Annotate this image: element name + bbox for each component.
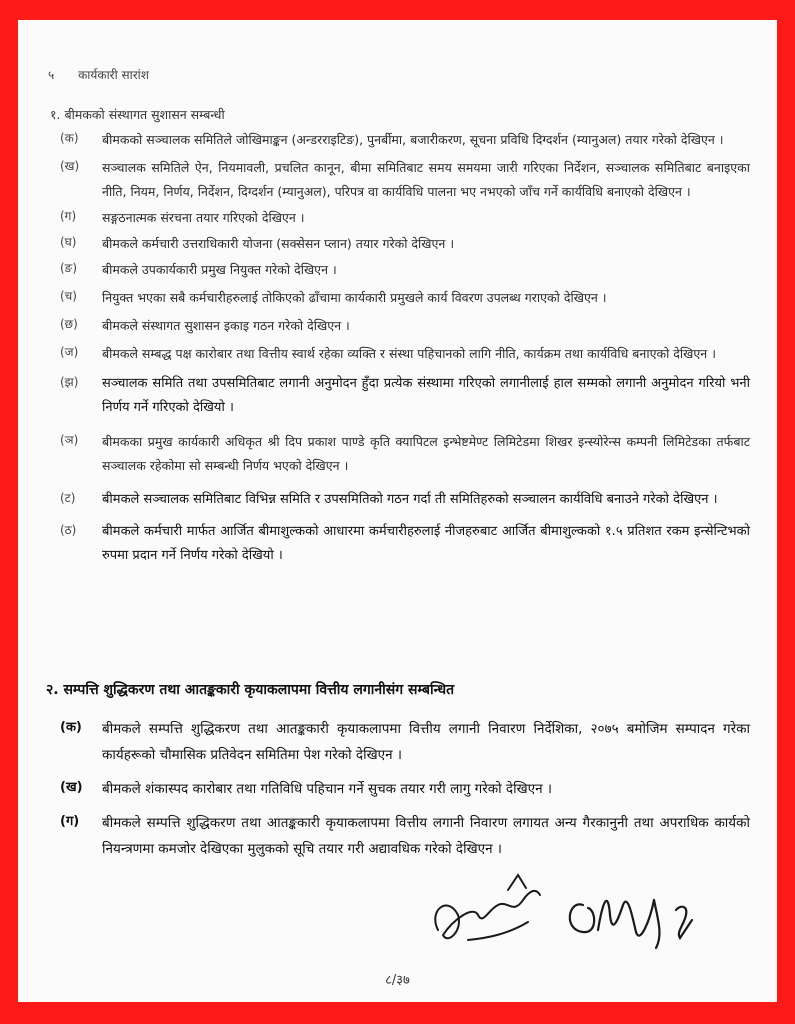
- list-item: [60, 156, 750, 204]
- item-text: बीमकले सम्पत्ति शुद्धिकरण तथा आतङ्ककारी कृयाकलापमा वित्तीय लगानी निवारण निर्देशिका, २०७५ बमोजिम सम्पादन गरेका कार्यहरूको चौमासिक प्रतिवेदन समितिमा पेश गरेको देखिएन ।: [102, 721, 750, 763]
- item-text: बीमकले सम्बद्ध पक्ष कारोबार तथा वित्तीय स्वार्थ रहेका व्यक्ति र संस्था पहिचानको लागि नीति, कार्यक्रम तथा कार्यविधि बनाएको देखिएन ।: [102, 346, 716, 361]
- item-text: बीमकले कर्मचारी मार्फत आर्जित बीमाशुल्कको आधारमा कर्मचारीहरुलाई नीजहरुबाट आर्जित बीमाशुल्कको १.५ प्रतिशत रकम इन्सेन्टिभको रुपमा प्रदान गर्ने निर्णय गरेको देखियो ।: [102, 524, 750, 563]
- item-text: नियुक्त भएका सबै कर्मचारीहरुलाई तोकिएको ढाँचामा कार्यकारी प्रमुखले कार्य विवरण उपलब्ध गराएको देखिएन ।: [102, 290, 607, 305]
- item-marker: (ख): [60, 159, 80, 173]
- item-text: बीमकको सञ्चालक समितिले जोखिमाङ्कन (अन्डरराइटिङ), पुनर्बीमा, बजारीकरण, सूचना प्रविधि दिग्दर्शन (म्यानुअल) तयार गरेको देखिएन ।: [102, 132, 724, 147]
- list-item: [60, 314, 750, 338]
- list-item: [60, 128, 750, 152]
- item-text: सङ्गठनात्मक संरचना तयार गरिएको देखिएन ।: [102, 210, 305, 225]
- section-1-list: [60, 128, 750, 568]
- list-item: [60, 372, 750, 420]
- header-title: कार्यकारी सारांश: [78, 68, 149, 82]
- item-marker: (ख): [60, 780, 83, 795]
- item-text: बीमकले शंकास्पद कारोबार तथा गतिविधि पहिचान गर्ने सुचक तयार गरी लागु गरेको देखिएन ।: [102, 781, 552, 797]
- item-marker: (क): [60, 131, 79, 145]
- item-marker: (च): [60, 289, 77, 303]
- list-item: [60, 810, 750, 862]
- item-marker: (ट): [60, 491, 76, 505]
- item-text: सञ्चालक समिति तथा उपसमितिबाट लगानी अनुमोदन हुँदा प्रत्येक संस्थामा गरिएको लगानीलाई हाल सम्मको लगानी अनुमोदन गरियो भनी निर्णय गर्ने गरिएको देखियो ।: [102, 376, 750, 415]
- document-page: [18, 20, 777, 1002]
- list-item: [60, 430, 750, 478]
- section-2-list: [60, 716, 750, 870]
- list-item: [60, 258, 750, 282]
- list-item: [60, 206, 750, 230]
- signatures: [418, 860, 718, 960]
- item-marker: (छ): [60, 317, 78, 331]
- signature-1: [435, 875, 540, 940]
- section-1-title: १. बीमकको संस्थागत सुशासन सम्बन्धी: [50, 107, 225, 122]
- list-item: [60, 716, 750, 768]
- item-text: बीमकले उपकार्यकारी प्रमुख नियुक्त गरेको देखिएन ।: [102, 262, 337, 277]
- item-marker: (ठ): [60, 523, 77, 537]
- item-marker: (ङ): [60, 261, 78, 275]
- item-text: बीमकले सम्पत्ति शुद्धिकरण तथा आतङ्ककारी कृयाकलापमा वित्तीय लगानी निवारण लगायत अन्य गैरकानुनी तथा अपराधिक कार्यको नियन्त्रणमा कमजोर देखिएका मुलुकको सूचि तयार गरी अद्यावधिक गरेको देखिएन ।: [102, 815, 750, 857]
- signature-2: [570, 900, 692, 948]
- item-marker: (ञ): [60, 433, 79, 447]
- item-marker: (झ): [60, 375, 79, 389]
- page-number: ८/३७: [385, 973, 410, 988]
- item-text: बीमकले संस्थागत सुशासन इकाइ गठन गरेको देखिएन ।: [102, 318, 350, 333]
- item-text: बीमकका प्रमुख कार्यकारी अधिकृत श्री दिप प्रकाश पाण्डे कृति क्यापिटल इन्भेष्टमेण्ट लिमिटेडमा शिखर इन्स्योरेन्स कम्पनी लिमिटेडका तर्फबाट सञ्चालक रहेकोमा सो सम्बन्धी निर्णय भएको देखिएन ।: [102, 434, 750, 473]
- item-marker: (क): [60, 720, 82, 735]
- item-text: सञ्चालक समितिले ऐन, नियमावली, प्रचलित कानून, बीमा समितिबाट समय समयमा जारी गरिएका निर्देशन, सञ्चालक समितिबाट बनाइएका नीति, नियम, निर्णय, निर्देशन, दिग्दर्शन (म्यानुअल), परिपत्र वा कार्यविधि पालना भए नभएको जाँच गर्ने कार्यविधि बनाएको देखिएन ।: [102, 160, 750, 199]
- item-marker: (ज): [60, 345, 79, 359]
- header-number: ५: [48, 68, 55, 82]
- list-item: [60, 488, 750, 512]
- list-item: [60, 342, 750, 366]
- list-item: [60, 520, 750, 568]
- document-header: [48, 66, 149, 83]
- list-item: [60, 232, 750, 256]
- list-item: [60, 286, 750, 310]
- item-marker: (ग): [60, 209, 77, 223]
- item-marker: (ग): [60, 814, 80, 829]
- item-text: बीमकले कर्मचारी उत्तराधिकारी योजना (सक्सेसन प्लान) तयार गरेको देखिएन ।: [102, 236, 455, 251]
- list-item: [60, 776, 750, 802]
- section-2-title: २. सम्पत्ति शुद्धिकरण तथा आतङ्ककारी कृयाकलापमा वित्तीय लगानीसंग सम्बन्धित: [46, 682, 455, 698]
- item-marker: (घ): [60, 235, 77, 249]
- item-text: बीमकले सञ्चालक समितिबाट विभिन्न समिति र उपसमितिको गठन गर्दा ती समितिहरुको सञ्चालन कार्यविधि बनाउने गरेको देखिएन ।: [102, 492, 718, 507]
